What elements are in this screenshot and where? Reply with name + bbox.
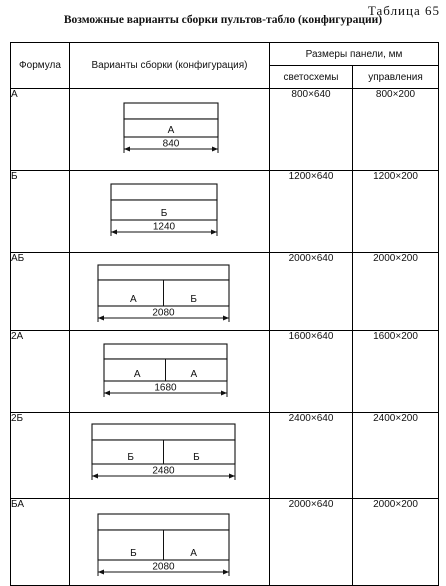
formula-cell: Б [11,171,70,253]
module-label: Б [190,293,197,305]
header-variants: Варианты сборки (конфигурация) [70,43,270,89]
module-label: Б [130,547,137,559]
header-sizes: Размеры панели, мм [270,43,439,66]
module-label: А [190,547,197,559]
dimension-arrow [211,229,217,234]
configuration-diagram-cell [70,171,270,253]
panel-diagram [70,332,270,412]
panel-diagram [70,414,270,498]
module-label: Б [127,451,134,463]
formula-cell: 2А [11,331,70,413]
header-light: светосхемы [270,66,353,89]
header-formula: Формула [11,43,70,89]
table-row [11,171,439,253]
panel-diagram [70,254,270,330]
light-panel-box [92,424,235,440]
dimension-arrow [223,569,229,574]
table-row [11,413,439,499]
dimension-arrow [223,315,229,320]
control-panel-size: 2400×200 [353,413,439,499]
width-dimension: 2480 [152,465,175,476]
dimension-arrow [212,146,218,151]
dimension-arrow [221,390,227,395]
light-panel-size: 2000×640 [270,253,353,331]
table-row [11,499,439,586]
configuration-diagram-cell [70,331,270,413]
control-panel-size: 1200×200 [353,171,439,253]
module-label: А [133,368,141,380]
header-control: управления [353,66,439,89]
light-panel-size: 800×640 [270,89,353,171]
dimension-arrow [229,473,235,478]
width-dimension: 1240 [152,221,176,232]
configuration-diagram-cell [70,253,270,331]
module-label: А [190,368,198,380]
module-label: Б [193,451,200,463]
table-number: Таблица 65 [367,3,440,18]
dimension-arrow [92,473,98,478]
width-dimension: 1680 [154,382,177,393]
formula-cell: 2Б [11,413,70,499]
formula-cell: А [11,89,70,171]
panel-diagram [70,90,270,170]
panel-diagram [70,500,270,585]
light-panel-size: 2400×640 [270,413,353,499]
control-panel-size: 1600×200 [353,331,439,413]
light-panel-box [98,514,229,530]
light-panel-size: 1600×640 [270,331,353,413]
width-dimension: 2080 [152,561,175,572]
module-label: А [130,293,137,305]
control-panel-size: 800×200 [353,89,439,171]
control-panel-size: 2000×200 [353,499,439,586]
light-panel-box [124,103,218,119]
dimension-arrow [104,390,110,395]
table-title: Возможные варианты сборки пультов-табло (конфигурации) [63,14,383,26]
module-label: А [167,124,175,136]
table-row [11,331,439,413]
panel-diagram [70,172,270,252]
config-table [10,42,439,586]
light-panel-size: 2000×640 [270,499,353,586]
dimension-arrow [98,315,104,320]
configuration-diagram-cell [70,499,270,586]
width-dimension: 840 [162,138,180,149]
width-dimension: 2080 [152,307,175,318]
configuration-diagram-cell [70,413,270,499]
dimension-arrow [124,146,130,151]
light-panel-size: 1200×640 [270,171,353,253]
control-panel-size: 2000×200 [353,253,439,331]
light-panel-box [111,184,217,200]
light-panel-box [98,265,229,280]
configuration-diagram-cell [70,89,270,171]
dimension-arrow [111,229,117,234]
light-panel-box [104,344,227,359]
table-row [11,89,439,171]
formula-cell: БА [11,499,70,586]
module-label: Б [160,207,168,219]
dimension-arrow [98,569,104,574]
table-row [11,253,439,331]
formula-cell: АБ [11,253,70,331]
